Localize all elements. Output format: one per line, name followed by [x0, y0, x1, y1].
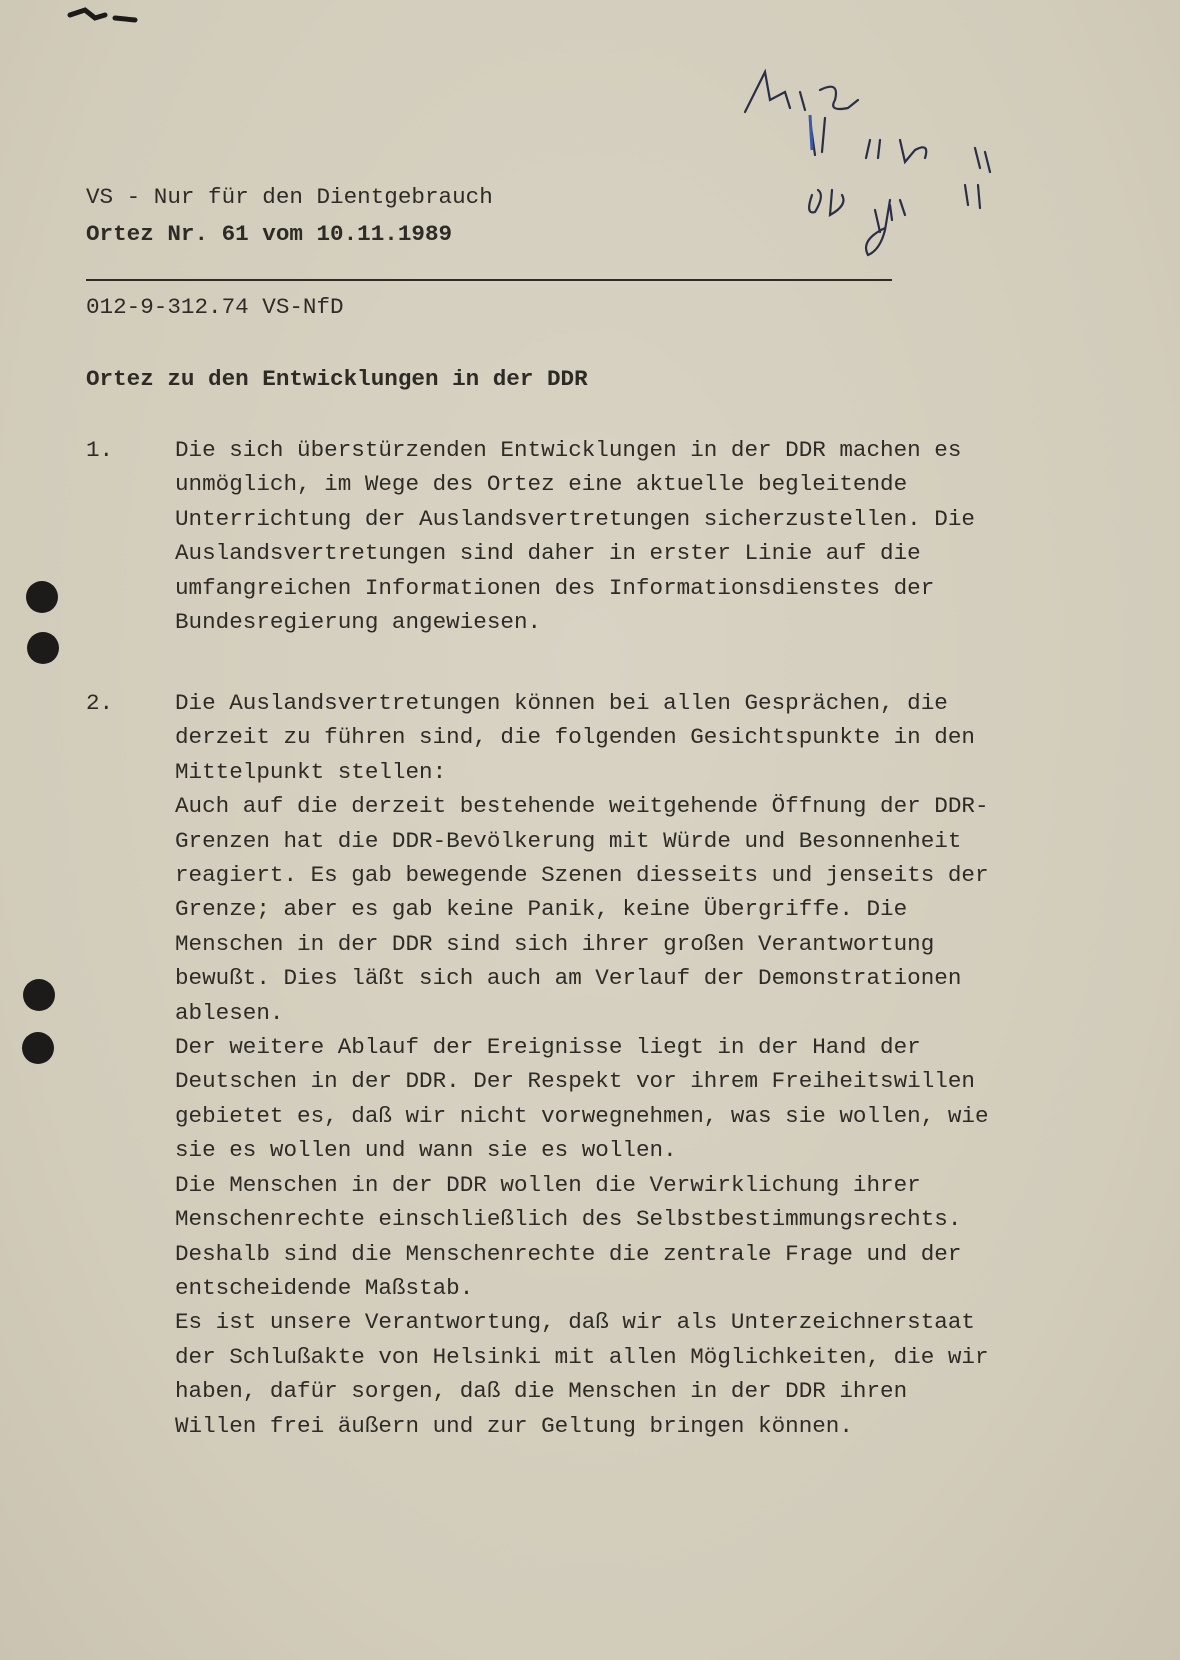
text-line: Auslandsvertretungen sind daher in erster Linie auf die [175, 540, 921, 567]
handwriting-stroke [810, 118, 990, 172]
text-line: Die sich überstürzenden Entwicklungen in der DDR machen es [175, 437, 962, 463]
text-line: bewußt. Dies läßt sich auch am Verlauf der Demonstrationen [175, 965, 962, 992]
text-line: sie es wollen und wann sie es wollen. [175, 1137, 677, 1164]
file-reference: 012-9-312.74 VS-NfD [86, 294, 344, 320]
text-line: Es ist unsere Verantwortung, daß wir als Unterzeichnerstaat [175, 1309, 975, 1336]
document-title: Ortez zu den Entwicklungen in der DDR [86, 366, 588, 392]
text-line: derzeit zu führen sind, die folgenden Gesichtspunkte in den [175, 724, 975, 751]
text-line: Mittelpunkt stellen: [175, 758, 447, 785]
text-line: Menschenrechte einschließlich des Selbstbestimmungsrechts. [175, 1206, 962, 1233]
blue-ink-mark [810, 115, 812, 150]
text-line: Die Menschen in der DDR wollen die Verwirklichung ihrer [175, 1171, 921, 1198]
text-line: Der weitere Ablauf der Ereignisse liegt in der Hand der [175, 1034, 921, 1061]
ink-mark [70, 10, 135, 20]
section-number: 1. [86, 437, 114, 463]
text-line: Die Auslandsvertretungen können bei allen Gesprächen, die [175, 690, 948, 716]
text-line: entscheidende Maßstab. [175, 1274, 474, 1301]
handwriting-stroke [809, 185, 980, 232]
text-line: Grenzen hat die DDR-Bevölkerung mit Würde und Besonnenheit [175, 827, 962, 854]
text-line: umfangreichen Informationen des Informationsdienstes der [175, 574, 935, 601]
text-line: Unterrichtung der Auslandsvertretungen sicherzustellen. Die [175, 505, 975, 532]
text-line: Deshalb sind die Menschenrechte die zentrale Frage und der [175, 1240, 962, 1267]
classification-line: VS - Nur für den Dientgebrauch [86, 184, 493, 210]
text-line: ablesen. [175, 999, 284, 1026]
text-line: Auch auf die derzeit bestehende weitgehende Öffnung der DDR- [175, 793, 989, 820]
text-line: der Schlußakte von Helsinki mit allen Möglichkeiten, die wir [175, 1343, 989, 1370]
handwriting-stroke [745, 72, 858, 112]
section-number: 2. [86, 690, 114, 716]
text-line: Menschen in der DDR sind sich ihrer großen Verantwortung [175, 930, 935, 957]
ortez-number: Ortez Nr. 61 vom 10.11.1989 [86, 221, 453, 247]
text-line: unmöglich, im Wege des Ortez eine aktuelle begleitende [175, 471, 908, 498]
text-line: Willen frei äußern und zur Geltung bringen können. [175, 1412, 853, 1439]
text-line: gebietet es, daß wir nicht vorwegnehmen, was sie wollen, wie [175, 1102, 989, 1129]
text-line: Grenze; aber es gab keine Panik, keine Übergriffe. Die [175, 896, 908, 923]
text-line: reagiert. Es gab bewegende Szenen diesseits und jenseits der [175, 862, 989, 889]
text-line: Deutschen in der DDR. Der Respekt vor ihrem Freiheitswillen [175, 1068, 975, 1095]
text-line: haben, dafür sorgen, daß die Menschen in der DDR ihren [175, 1378, 908, 1405]
text-line: Bundesregierung angewiesen. [175, 609, 542, 636]
